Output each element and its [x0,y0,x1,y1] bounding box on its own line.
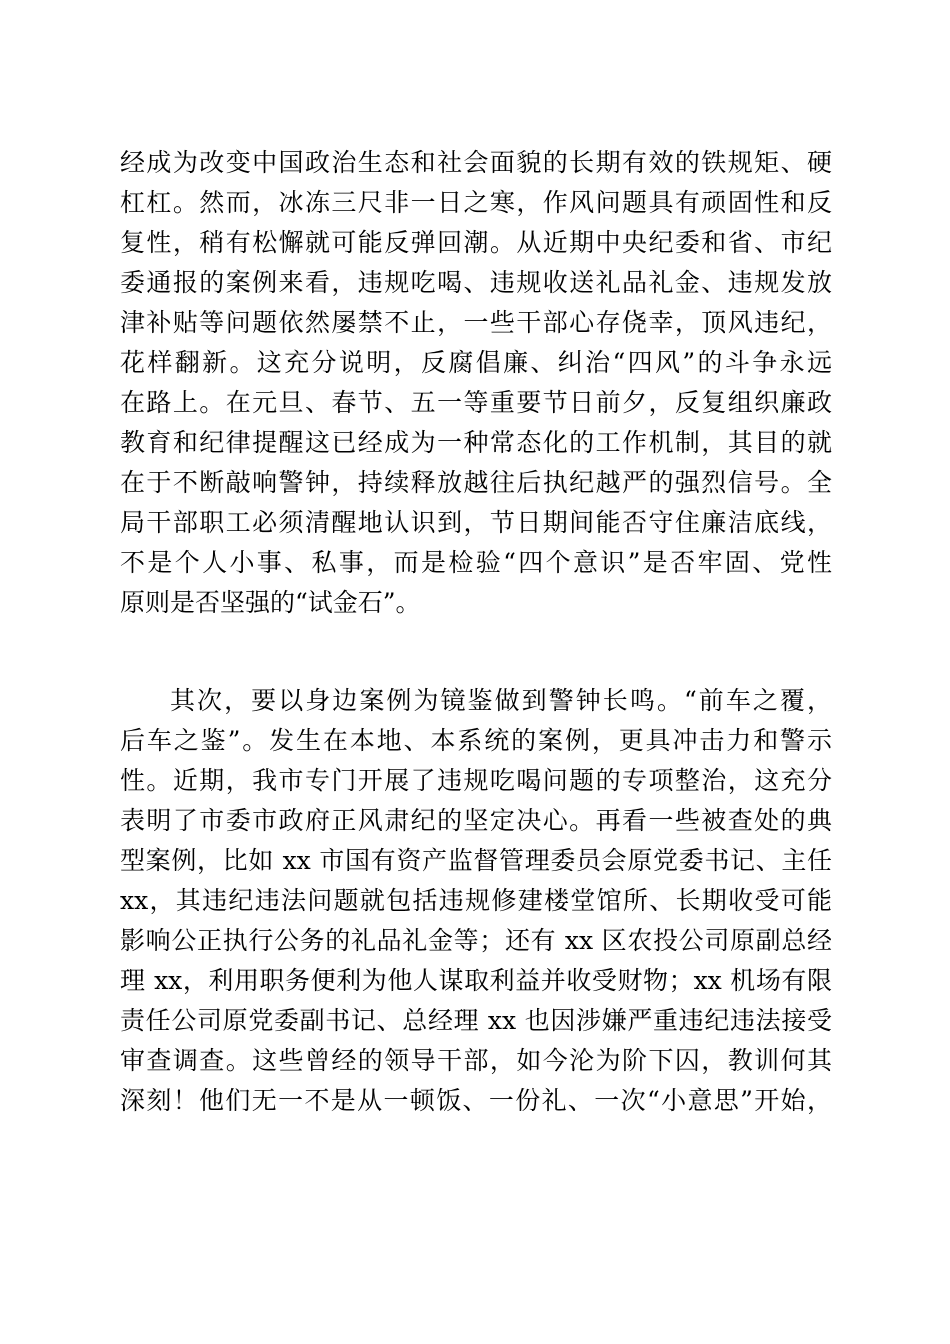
paragraph-2-line: 理 xx，利用职务便利为他人谋取利益并收受财物；xx 机场有限 [120,966,832,995]
paragraph-2-line: 性。近期，我市专门开展了违规吃喝问题的专项整治，这充分 [120,766,832,795]
paragraph-2-line: 后车之鉴”。发生在本地、本系统的案例，更具冲击力和警示 [120,726,832,755]
paragraph-1-line: 花样翻新。这充分说明，反腐倡廉、纠治“四风”的斗争永远 [120,348,832,377]
paragraph-1-line: 在路上。在元旦、春节、五一等重要节日前夕，反复组织廉政 [120,388,832,417]
paragraph-2-line: 审查调查。这些曾经的领导干部，如今沦为阶下囚，教训何其 [120,1046,832,1075]
paragraph-1-line: 经成为改变中国政治生态和社会面貌的长期有效的铁规矩、硬 [120,148,832,177]
paragraph-2 [120,681,832,1121]
paragraph-2-line: xx，其违纪违法问题就包括违规修建楼堂馆所、长期收受可能 [120,886,832,915]
paragraph-1-line: 不是个人小事、私事，而是检验“四个意识”是否牢固、党性 [120,548,832,577]
paragraph-1-line: 委通报的案例来看，违规吃喝、违规收送礼品礼金、违规发放 [120,268,832,297]
paragraph-2-line: 深刻！他们无一不是从一顿饭、一份礼、一次“小意思”开始， [120,1086,832,1115]
paragraph-1-line: 复性，稍有松懈就可能反弹回潮。从近期中央纪委和省、市纪 [120,228,832,257]
paragraph-1-line: 在于不断敲响警钟，持续释放越往后执纪越严的强烈信号。全 [120,468,832,497]
paragraph-2-line: 其次，要以身边案例为镜鉴做到警钟长鸣。“前车之覆， [170,686,832,715]
paragraph-2-line: 影响公正执行公务的礼品礼金等；还有 xx 区农投公司原副总经 [120,926,832,955]
paragraph-2-line: 型案例，比如 xx 市国有资产监督管理委员会原党委书记、主任 [120,846,832,875]
paragraph-1-line: 教育和纪律提醒这已经成为一种常态化的工作机制，其目的就 [120,428,832,457]
paragraph-1 [120,143,832,623]
paragraph-1-line: 原则是否坚强的“试金石”。 [120,588,421,617]
paragraph-1-line: 杠杠。然而，冰冻三尺非一日之寒，作风问题具有顽固性和反 [120,188,832,217]
paragraph-1-line: 津补贴等问题依然屡禁不止，一些干部心存侥幸，顶风违纪， [120,308,832,337]
paragraph-1-line: 局干部职工必须清醒地认识到，节日期间能否守住廉洁底线， [120,508,832,537]
paragraph-2-line: 责任公司原党委副书记、总经理 xx 也因涉嫌严重违纪违法接受 [120,1006,832,1035]
paragraph-2-line: 表明了市委市政府正风肃纪的坚定决心。再看一些被查处的典 [120,806,832,835]
